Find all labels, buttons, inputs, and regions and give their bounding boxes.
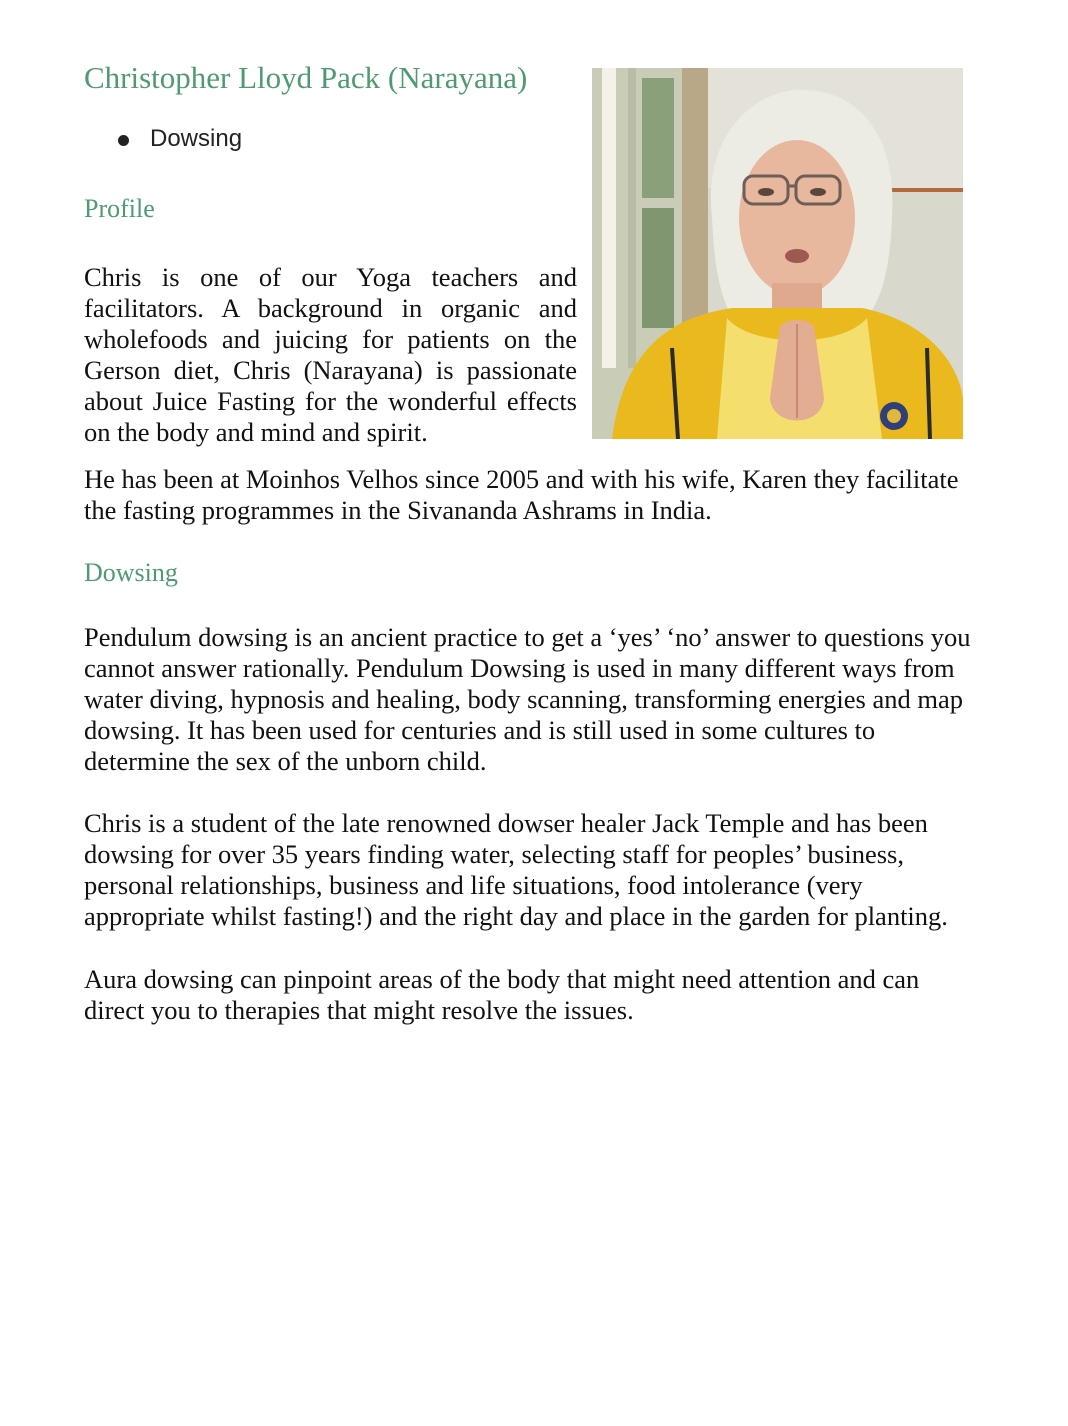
dowsing-heading: Dowsing (84, 558, 178, 587)
dowsing-paragraph-3: Aura dowsing can pinpoint areas of the body that might need attention and can direct you to therapies that might resolve the issues. (84, 964, 920, 1025)
dowsing-paragraph-1: Pendulum dowsing is an ancient practice to get a ‘yes’ ‘no’ answer to questions you cannot answer rationally. Pendulum Dowsing is used in many different ways from water diving, hypnosis and healing, body scanning, transforming energies and map dowsing. It has been used for centuries and is still used in some cultures to determine the sex of the unborn child. (84, 622, 971, 776)
bullet-label: Dowsing (150, 125, 243, 152)
bullet-item-dowsing (84, 122, 242, 156)
dowsing-paragraph-2: Chris is a student of the late renowned dowser healer Jack Temple and has been dowsing for over 35 years finding water, selecting staff for peoples’ business, personal relationships, business and life situations, food intolerance (very appropriate whilst fasting!) and the right day and place in the garden for planting. (84, 808, 948, 931)
profile-heading: Profile (84, 194, 155, 223)
topic-bullet-list (84, 122, 242, 156)
profile-intro-paragraph: Chris is one of our Yoga teachers and facilitators. A background in organic and wholefoods and juicing for patients on the Gerson diet, Chris (Narayana) is passionate about Juice Fasting for the wonderful effects on the body and mind and spirit. (84, 262, 577, 447)
page-title: Christopher Lloyd Pack (Narayana) (84, 60, 528, 95)
bullet-dot-icon (118, 135, 129, 146)
portrait-photo (592, 68, 963, 439)
profile-history-paragraph: He has been at Moinhos Velhos since 2005 and with his wife, Karen they facilitate the fasting programmes in the Sivananda Ashrams in India. (84, 464, 959, 525)
